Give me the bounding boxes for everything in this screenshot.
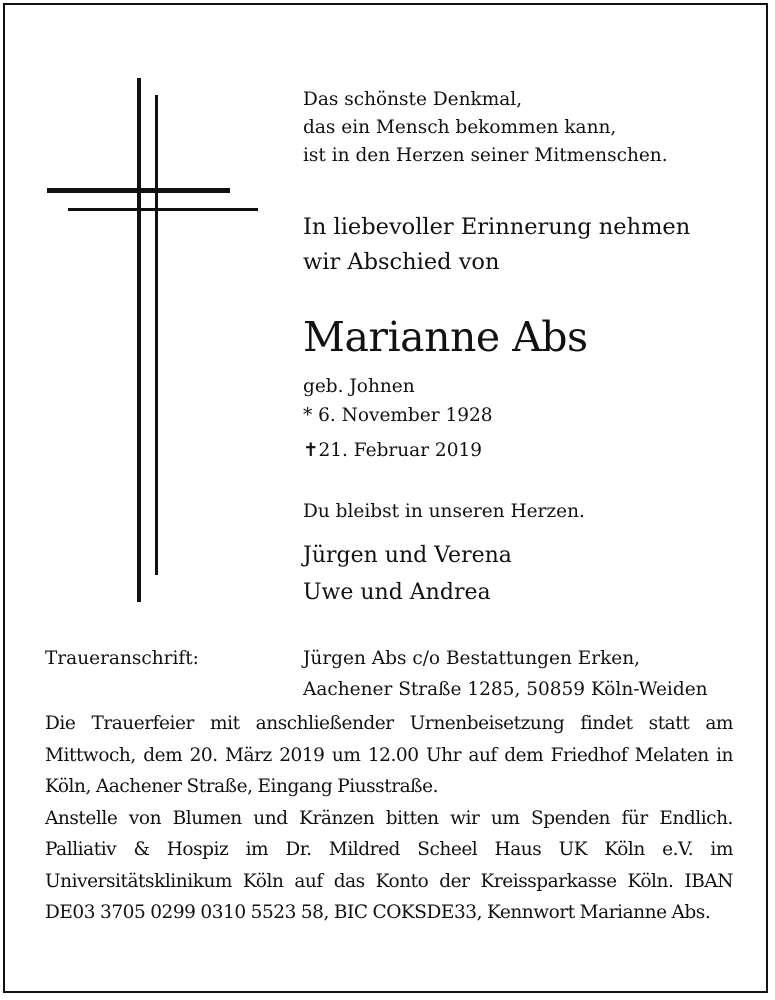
quote-line-2: das ein Mensch bekommen kann, <box>303 117 617 138</box>
notice-body <box>45 708 733 929</box>
intro-line-1: In liebevoller Erinnerung nehmen <box>303 214 691 240</box>
quote-line-1: Das schönste Denkmal, <box>303 89 523 110</box>
ceremony-paragraph: Die Trauerfeier mit anschließender Urnenbeisetzung findet statt am Mittwoch, dem 20. März 2019 um 12.00 Uhr auf dem Friedhof Melaten in Köln, Aachener Straße, Eingang Piusstraße. <box>45 713 733 797</box>
mourner-2: Uwe und Andrea <box>303 580 491 605</box>
birth-date: * 6. November 1928 <box>303 405 493 426</box>
deceased-name: Marianne Abs <box>303 313 588 361</box>
farewell-line: Du bleibst in unseren Herzen. <box>303 501 585 522</box>
address-line-2: Aachener Straße 1285, 50859 Köln-Weiden <box>303 679 708 700</box>
donation-paragraph: Anstelle von Blumen und Kränzen bitten wir um Spenden für Endlich. Palliativ & Hospiz im Dr. Mildred Scheel Haus UK Köln e.V. im Universitätsklinikum Köln auf das Konto der Kreissparkasse Köln. IBAN DE03 3705 0299 0310 5523 58, BIC COKSDE33, Kennwort Marianne Abs. <box>45 807 733 923</box>
quote-line-3: ist in den Herzen seiner Mitmenschen. <box>303 145 668 166</box>
address-label: Traueranschrift: <box>45 648 199 669</box>
address-line-1: Jürgen Abs c/o Bestattungen Erken, <box>303 648 641 669</box>
birth-name: geb. Johnen <box>303 376 415 397</box>
death-date: ✝21. Februar 2019 <box>303 440 483 461</box>
mourner-1: Jürgen und Verena <box>303 543 512 568</box>
intro-line-2: wir Abschied von <box>303 249 500 275</box>
